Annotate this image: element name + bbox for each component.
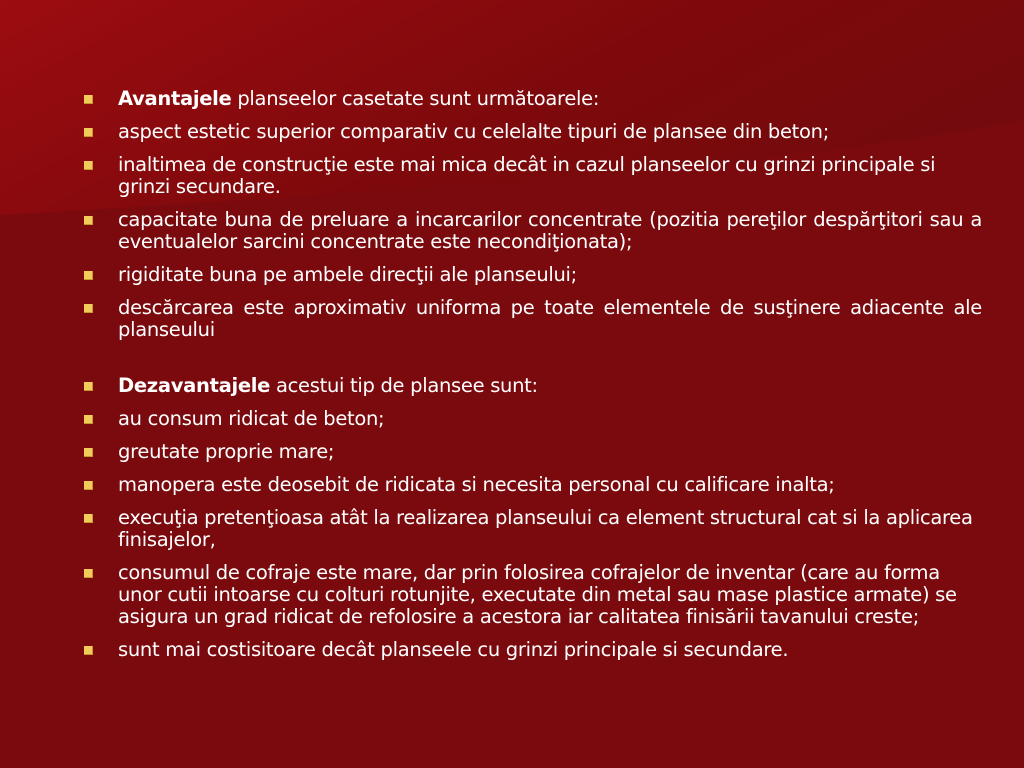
list-item bbox=[82, 441, 982, 463]
advantages-heading bbox=[82, 88, 982, 110]
disadvantages-heading-text: acestui tip de plansee sunt: bbox=[270, 374, 538, 397]
square-bullet-icon bbox=[84, 569, 93, 578]
square-bullet-icon bbox=[84, 448, 93, 457]
square-bullet-icon bbox=[84, 304, 93, 313]
square-bullet-icon bbox=[84, 514, 93, 523]
list-item bbox=[82, 297, 982, 341]
disadvantage-text: execuţia pretenţioasa atât la realizarea planseului ca element structural cat si la aplicarea finisajelor, bbox=[118, 506, 973, 551]
list-item bbox=[82, 209, 982, 253]
list-item bbox=[82, 121, 982, 143]
list-item bbox=[82, 474, 982, 496]
disadvantage-text: manopera este deosebit de ridicata si necesita personal cu calificare inalta; bbox=[118, 473, 835, 496]
list-item bbox=[82, 408, 982, 430]
disadvantage-text: sunt mai costisitoare decât planseele cu grinzi principale si secundare. bbox=[118, 638, 789, 661]
advantage-text: descărcarea este aproximativ uniforma pe toate elementele de susţinere adiacente ale planseului bbox=[118, 296, 982, 341]
advantages-heading-text: planseelor casetate sunt următoarele: bbox=[231, 87, 600, 110]
advantages-heading-bold: Avantajele bbox=[118, 87, 232, 110]
advantage-text: aspect estetic superior comparativ cu celelalte tipuri de plansee din beton; bbox=[118, 120, 829, 143]
list-item bbox=[82, 639, 982, 661]
advantage-text: inaltimea de construcţie este mai mica decât in cazul planseelor cu grinzi principale si grinzi secundare. bbox=[118, 153, 936, 198]
disadvantage-text: au consum ridicat de beton; bbox=[118, 407, 385, 430]
square-bullet-icon bbox=[84, 271, 93, 280]
square-bullet-icon bbox=[84, 128, 93, 137]
list-item bbox=[82, 154, 982, 198]
advantage-text: rigiditate buna pe ambele direcţii ale planseului; bbox=[118, 263, 577, 286]
slide-content bbox=[82, 88, 982, 672]
disadvantage-text: greutate proprie mare; bbox=[118, 440, 335, 463]
square-bullet-icon bbox=[84, 481, 93, 490]
square-bullet-icon bbox=[84, 95, 93, 104]
advantage-text: capacitate buna de preluare a incarcarilor concentrate (pozitia pereţilor despărţitori sau a eventualelor sarcini concentrate este necondiţionata); bbox=[118, 208, 982, 253]
square-bullet-icon bbox=[84, 646, 93, 655]
square-bullet-icon bbox=[84, 216, 93, 225]
list-item bbox=[82, 264, 982, 286]
disadvantage-text: consumul de cofraje este mare, dar prin folosirea cofrajelor de inventar (care au forma unor cutii intoarse cu colturi rotunjite, executate din metal sau mase plastice armate) se asigura un grad ridicat de refolosire a acestora iar calitatea finisării tavanului creste; bbox=[118, 561, 957, 628]
square-bullet-icon bbox=[84, 382, 93, 391]
square-bullet-icon bbox=[84, 415, 93, 424]
list-item bbox=[82, 507, 982, 551]
disadvantages-heading-bold: Dezavantajele bbox=[118, 374, 271, 397]
square-bullet-icon bbox=[84, 161, 93, 170]
disadvantages-heading bbox=[82, 375, 982, 397]
list-item bbox=[82, 562, 982, 628]
